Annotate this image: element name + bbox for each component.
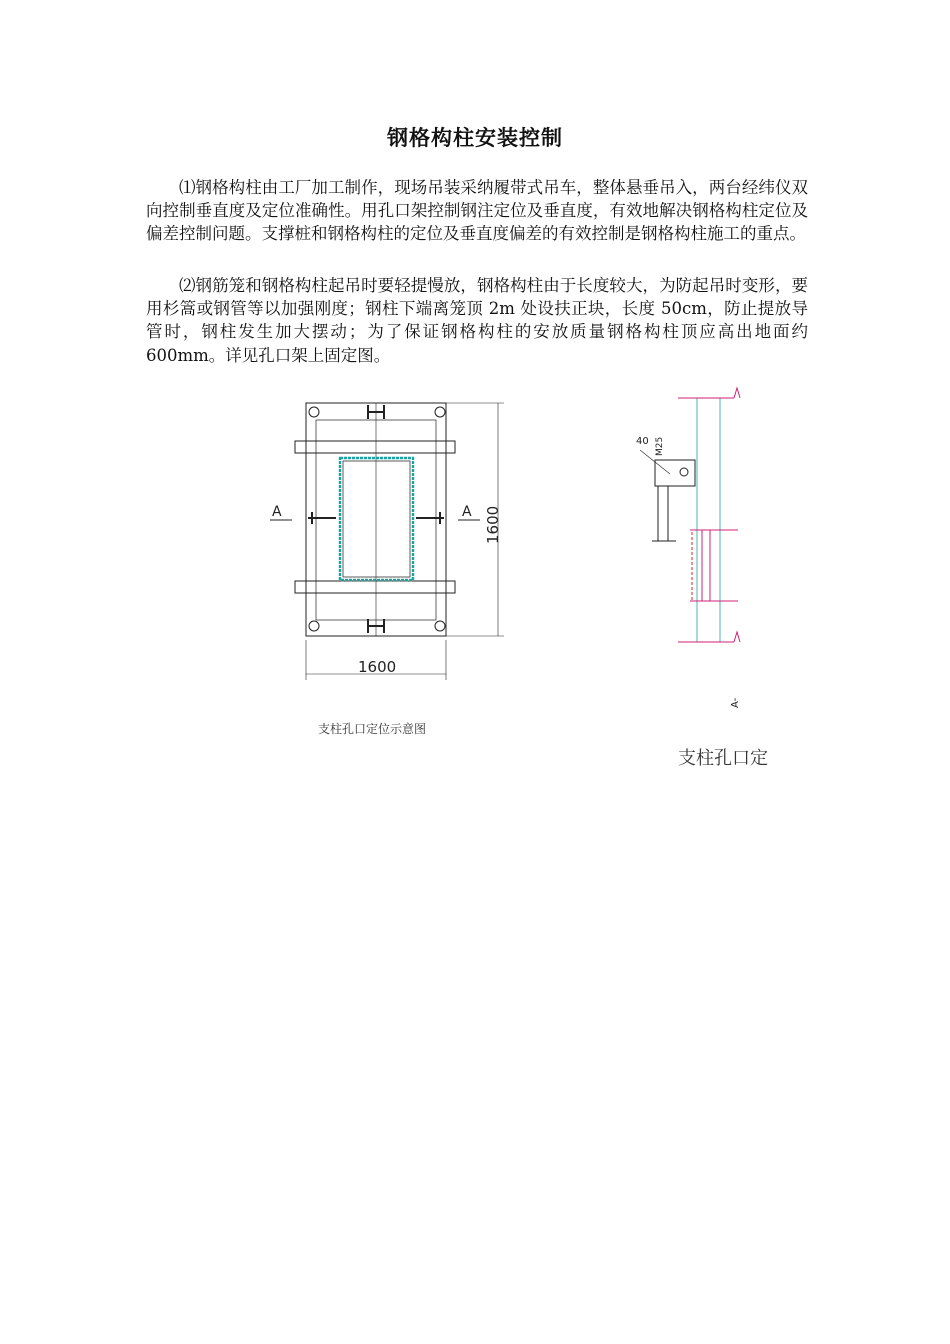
plan-caption: 支柱孔口定位示意图 xyxy=(318,722,427,736)
plan-view-drawing xyxy=(260,390,520,690)
dim-height-label: 1600 xyxy=(484,505,502,544)
section-label-left: A xyxy=(272,504,282,520)
document-title: 钢格构柱安装控制 xyxy=(387,126,563,150)
label-40: 40 xyxy=(636,436,649,447)
section-caption: 支柱孔口定 xyxy=(678,748,768,769)
section-view-drawing xyxy=(630,380,745,710)
dim-width-label: 1600 xyxy=(358,658,397,676)
paragraph-2: ⑵钢筋笼和钢格构柱起吊时要轻提慢放，钢格构柱由于长度较大，为防起吊时变形，要用杉篙或钢管等以加强刚度；钢柱下端离笼顶 2m 处设扶正块，长度 50cm，防止提放导管时，钢柱发生加大摆动；为了保证钢格构柱的安放质量钢格构柱顶应高出地面约 600mm。详见孔口架上固定图。 xyxy=(146,276,808,365)
label-a: A- xyxy=(730,697,741,708)
paragraph-1: ⑴钢格构柱由工厂加工制作，现场吊装采纳履带式吊车，整体悬垂吊入，两台经纬仪双向控制垂直度及定位准确性。用孔口架控制钢注定位及垂直度，有效地解决钢格构柱定位及偏差控制问题。支撑桩和钢格构柱的定位及垂直度偏差的有效控制是钢格构柱施工的重点。 xyxy=(146,178,808,244)
section-label-right: A xyxy=(462,504,472,520)
label-m25: M25 xyxy=(655,436,665,456)
